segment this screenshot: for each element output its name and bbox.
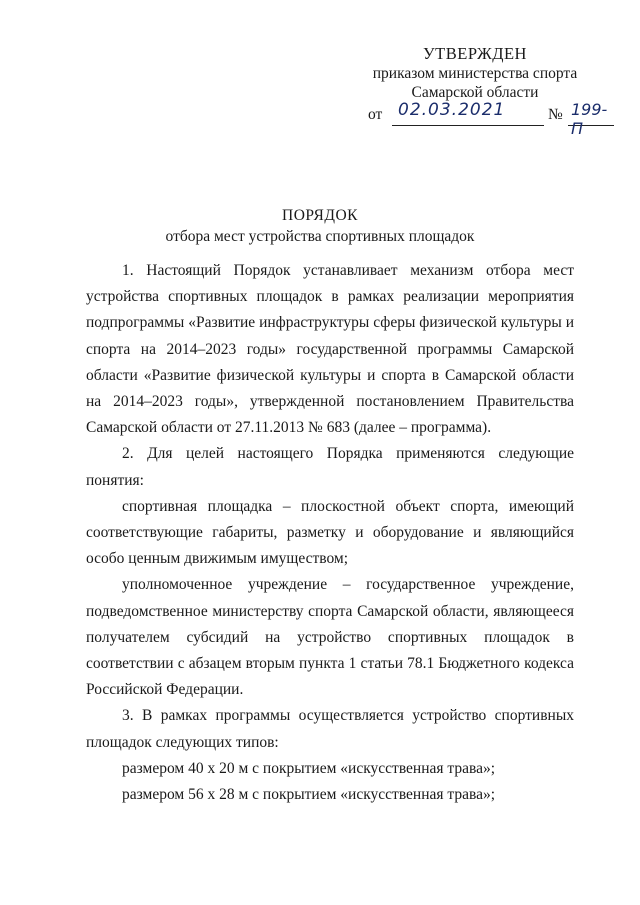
approval-line-2: Самарской области xyxy=(411,84,539,101)
paragraph-5: 3. В рамках программы осуществляется устройство спортивных площадок следующих типов: xyxy=(86,707,574,751)
paragraph-2: 2. Для целей настоящего Порядка применяются следующие понятия: xyxy=(86,445,574,489)
approval-line-1: приказом министерства спорта xyxy=(372,65,578,82)
handwritten-number: 199-П xyxy=(571,100,608,138)
approval-title: УТВЕРЖДЕН xyxy=(423,44,527,63)
date-prefix: от xyxy=(368,106,383,123)
approval-block xyxy=(340,44,610,102)
document-body xyxy=(86,258,574,808)
number-prefix: № xyxy=(548,106,563,123)
document-subtitle: отбора мест устройства спортивных площадок xyxy=(165,228,475,245)
paragraph-1: 1. Настоящий Порядок устанавливает механизм отбора мест устройства спортивных площадок в рамках реализации мероприятия подпрограммы «Развитие инфраструктуры сферы физической культуры и спорта на 2014–2023 годы» государственной программы Самарской области «Развитие физической культуры и спорта в Самарской области на 2014–2023 годы», утвержденной постановлением Правительства Самарской области от 27.11.2013 № 683 (далее – программа). xyxy=(86,262,574,437)
paragraph-7: размером 56 х 28 м с покрытием «искусственная трава»; xyxy=(122,786,496,804)
document-title: ПОРЯДОК xyxy=(282,207,358,224)
paragraph-4: уполномоченное учреждение – государственное учреждение, подведомственное министерству спорта Самарской области, являющееся получателем субсидий на устройство спортивных площадок в соответствии с абзацем вторым пункта 1 статьи 78.1 Бюджетного кодекса Российской Федерации. xyxy=(86,576,574,699)
paragraph-3: спортивная площадка – плоскостной объект спорта, имеющий соответствующие габариты, разметку и оборудование и являющийся особо ценным движимым имуществом; xyxy=(86,497,574,568)
paragraph-6: размером 40 х 20 м с покрытием «искусственная трава»; xyxy=(122,759,496,777)
order-reference xyxy=(368,100,618,138)
handwritten-date: 02.03.2021 xyxy=(398,100,506,120)
date-underline xyxy=(392,125,544,126)
